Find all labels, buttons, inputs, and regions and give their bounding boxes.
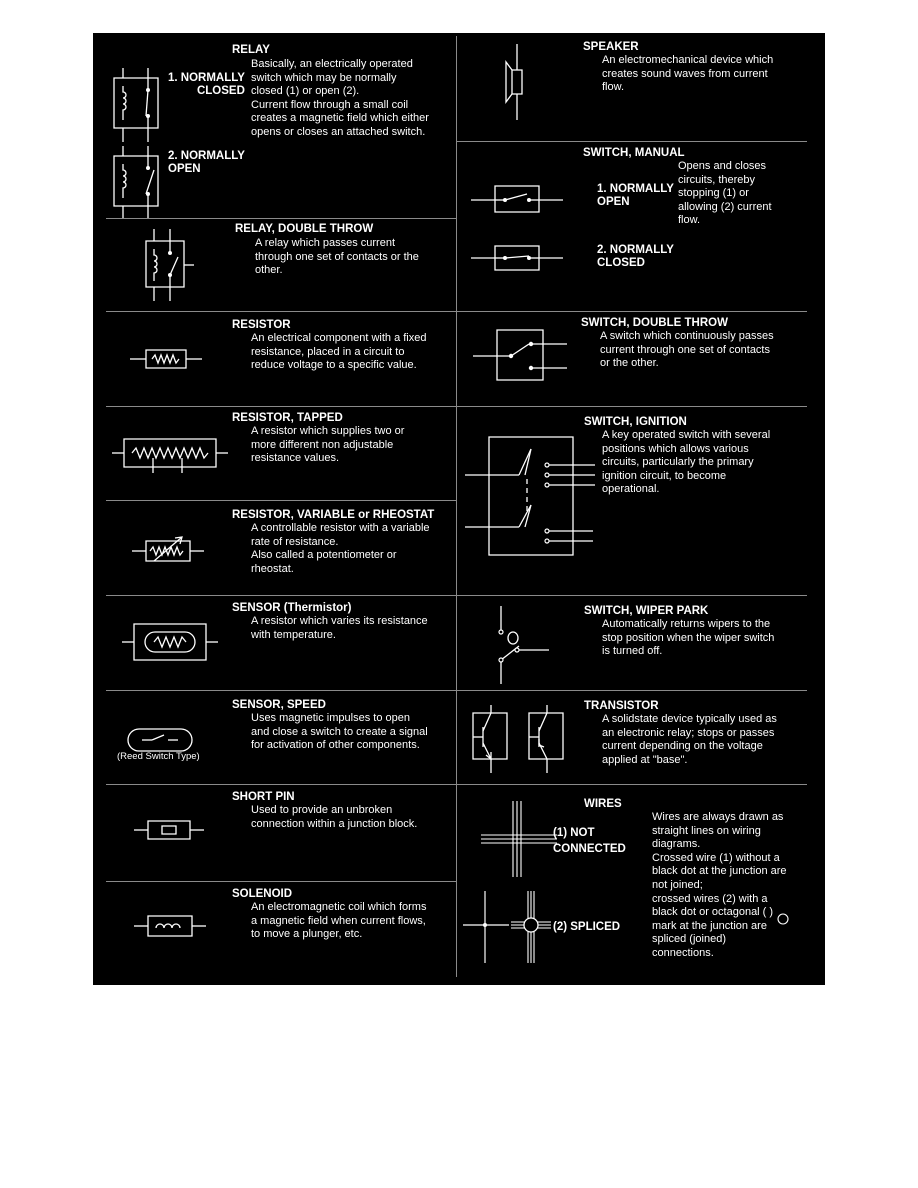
relay-double-throw-symbol: [136, 225, 216, 305]
sensor-thermistor-description: A resistor which varies its resistance with temperature.: [251, 615, 428, 641]
switch-manual-description: Opens and closes circuits, thereby stopping (1) or allowing (2) current flow.: [678, 160, 772, 227]
resistor-variable-symbol: [128, 531, 208, 567]
relay-title: RELAY: [232, 44, 270, 56]
switch-double-throw-description: A switch which continuously passes current through one set of contacts or the other.: [600, 330, 774, 370]
relay-normally-closed-symbol: [106, 64, 166, 146]
sensor-speed-title: SENSOR, SPEED: [232, 699, 326, 711]
resistor-tapped-cell: [106, 406, 456, 501]
switch-manual-open-symbol: [469, 182, 565, 212]
resistor-title: RESISTOR: [232, 319, 291, 331]
symbol-chart: [93, 33, 825, 985]
relay-double-throw-description: A relay which passes current through one set of contacts or the other.: [255, 237, 419, 277]
switch-manual-title: SWITCH, MANUAL: [583, 147, 685, 159]
wires-title: WIRES: [584, 798, 622, 810]
solenoid-description: An electromagnetic coil which forms a magnetic field when current flows, to move a plunger, etc.: [251, 901, 427, 941]
speaker-cell: [456, 36, 807, 141]
wires-not-connected-symbol: [479, 799, 559, 879]
switch-manual-closed-symbol: [469, 242, 565, 272]
solenoid-symbol: [132, 914, 208, 938]
resistor-tapped-symbol: [110, 433, 230, 473]
sensor-speed-caption: (Reed Switch Type): [117, 751, 200, 762]
wires-description: Wires are always drawn as straight lines on wiring diagrams. Crossed wire (1) without a black dot at the junction are not joined; crossed wires (2) with a black dot or octagonal ( ) mark at the junction are spliced (joined) connections.: [652, 811, 787, 959]
resistor-variable-cell: [106, 500, 456, 596]
wires-cell: [456, 784, 807, 977]
short-pin-cell: [106, 784, 456, 882]
short-pin-description: Used to provide an unbroken connection within a junction block.: [251, 804, 418, 830]
sensor-thermistor-symbol: [120, 620, 220, 664]
wires-not-connected-label: (1) NOT CONNECTED: [553, 827, 626, 855]
relay-double-throw-title: RELAY, DOUBLE THROW: [235, 223, 374, 235]
switch-ignition-symbol: [463, 431, 603, 561]
resistor-tapped-title: RESISTOR, TAPPED: [232, 412, 343, 424]
sensor-speed-description: Uses magnetic impulses to open and close a switch to create a signal for activation of other components.: [251, 712, 428, 752]
relay-description: Basically, an electrically operated switch which may be normally closed (1) or open (2). Current flow through a small coil creates a magnetic field which either opens or closes an attached switch.: [251, 58, 429, 138]
resistor-cell: [106, 311, 456, 407]
short-pin-title: SHORT PIN: [232, 791, 295, 803]
sensor-speed-cell: [106, 690, 456, 785]
wires-spliced-label: (2) SPLICED: [553, 921, 621, 933]
switch-double-throw-symbol: [471, 326, 571, 386]
switch-manual-no-label: 1. NORMALLY OPEN: [597, 183, 674, 208]
speaker-symbol: [503, 42, 533, 122]
resistor-tapped-description: A resistor which supplies two or more different non adjustable resistance values.: [251, 425, 405, 465]
sensor-thermistor-cell: [106, 595, 456, 691]
wires-spliced-octagon-symbol: [509, 889, 553, 965]
switch-ignition-description: A key operated switch with several positions which allows various circuits, particularly the primary ignition circuit, to become operational.: [602, 429, 771, 496]
solenoid-cell: [106, 881, 456, 977]
solenoid-title: SOLENOID: [232, 888, 293, 900]
switch-double-throw-title: SWITCH, DOUBLE THROW: [581, 317, 728, 329]
switch-double-throw-cell: [456, 311, 807, 407]
resistor-variable-title: RESISTOR, VARIABLE or RHEOSTAT: [232, 509, 435, 521]
speaker-description: An electromechanical device which creates sound waves from current flow.: [602, 54, 774, 94]
octagon-mark-icon: [777, 913, 789, 925]
transistor-pnp-symbol: [527, 705, 567, 775]
transistor-cell: [456, 690, 807, 785]
switch-wiper-park-symbol: [493, 604, 553, 688]
switch-ignition-cell: [456, 406, 807, 596]
wires-spliced-dot-symbol: [461, 889, 511, 965]
sensor-thermistor-title: SENSOR (Thermistor): [232, 602, 352, 614]
transistor-title: TRANSISTOR: [584, 700, 659, 712]
resistor-variable-description: A controllable resistor with a variable rate of resistance. Also called a potentiometer or rheostat.: [251, 522, 430, 575]
relay-cell: [106, 36, 456, 218]
switch-manual-nc-label: 2. NORMALLY CLOSED: [597, 244, 674, 269]
switch-wiper-park-cell: [456, 595, 807, 691]
relay-no-label: 2. NORMALLY OPEN: [168, 150, 245, 175]
transistor-description: A solidstate device typically used as an electronic relay; stops or passes current depending on the voltage applied at "base".: [602, 713, 777, 766]
speaker-title: SPEAKER: [583, 41, 639, 53]
relay-normally-open-symbol: [106, 142, 166, 220]
relay-double-throw-cell: [106, 218, 456, 312]
switch-manual-cell: [456, 141, 807, 312]
switch-ignition-title: SWITCH, IGNITION: [584, 416, 687, 428]
relay-nc-label: 1. NORMALLY CLOSED: [168, 72, 245, 97]
transistor-npn-symbol: [471, 705, 511, 775]
short-pin-symbol: [132, 819, 206, 841]
switch-wiper-park-description: Automatically returns wipers to the stop position when the wiper switch is turned off.: [602, 618, 775, 658]
resistor-description: An electrical component with a fixed resistance, placed in a circuit to reduce voltage to a specific value.: [251, 332, 427, 372]
resistor-symbol: [126, 346, 206, 372]
switch-wiper-park-title: SWITCH, WIPER PARK: [584, 605, 709, 617]
